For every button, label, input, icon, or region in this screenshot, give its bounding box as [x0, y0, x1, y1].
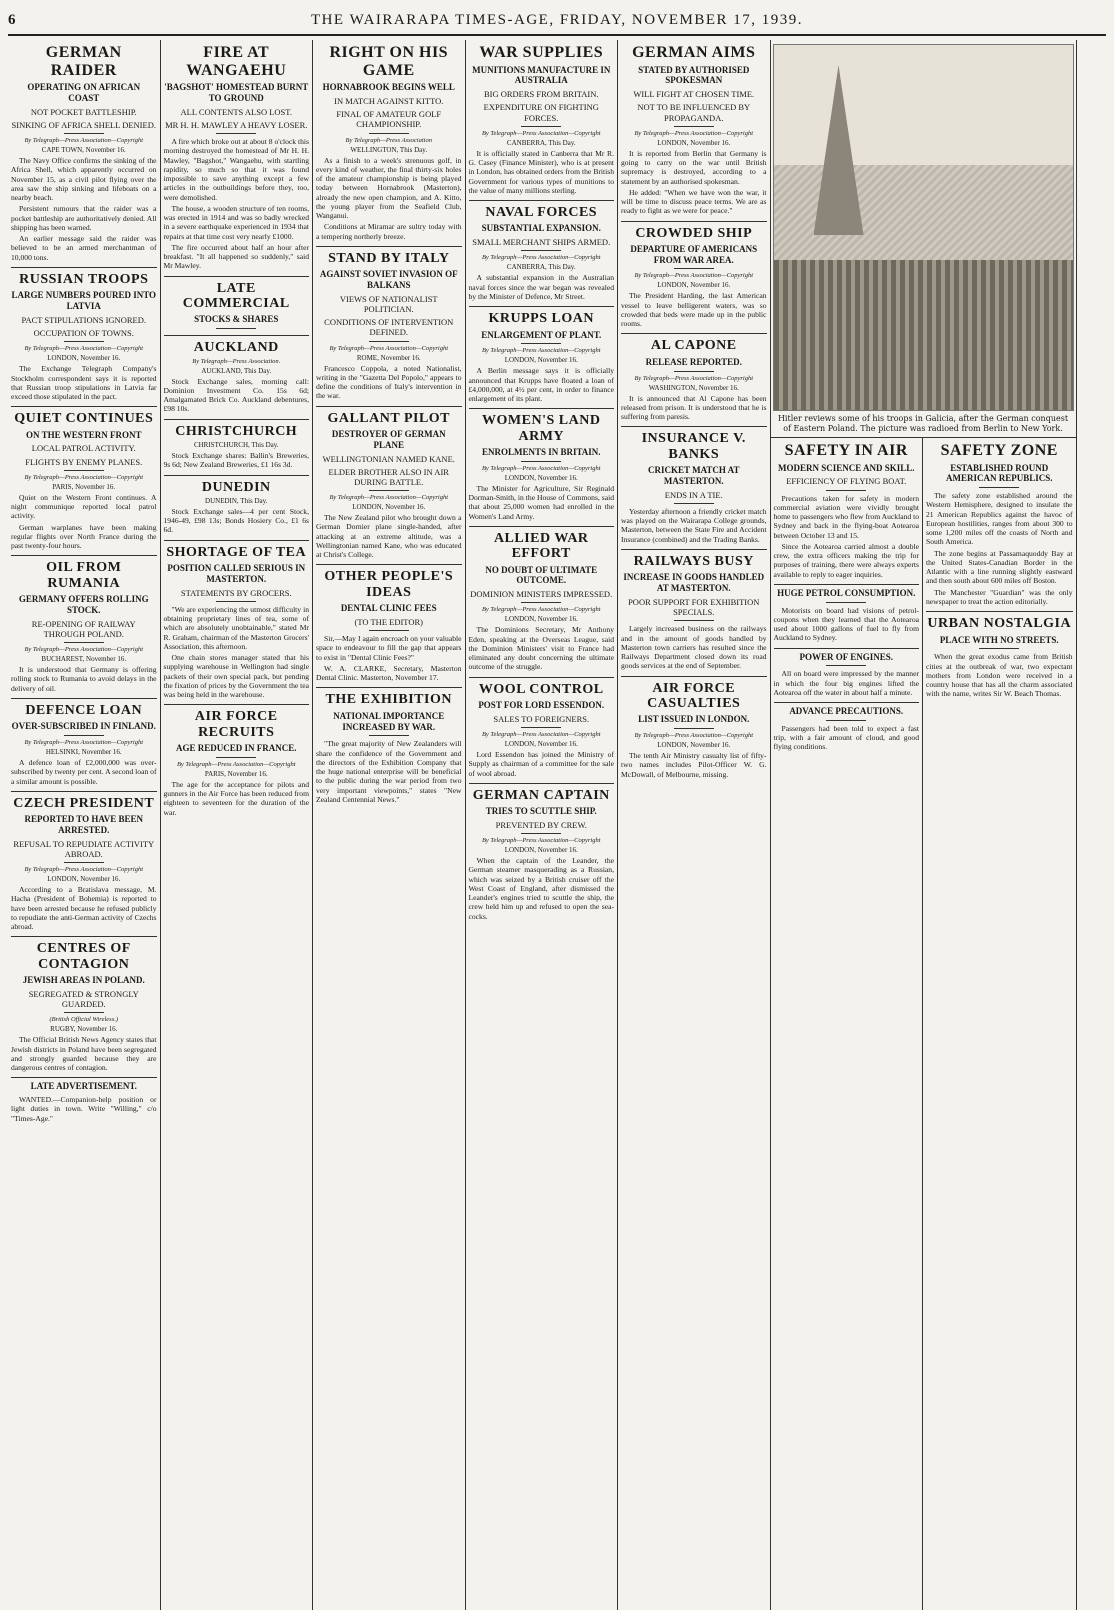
article — [774, 706, 920, 757]
article-paragraph: A substantial expansion in the Australian naval forces since the war began was revealed by the Minister of Defence, Mr Street. — [468, 273, 614, 301]
dateline: LONDON, November 16. — [504, 615, 578, 624]
article-headline: STAND BY ITALY — [328, 250, 450, 266]
divider — [521, 833, 561, 834]
article-headline: THE EXHIBITION — [325, 692, 452, 708]
article-subhead: ESTABLISHED ROUND AMERICAN REPUBLICS. — [945, 462, 1053, 484]
article-headline: CENTRES OF CONTAGION — [36, 941, 131, 972]
article-paragraph: As a finish to a week's strenuous golf, in every kind of weather, the final thirty-six holes of the amateur championship is being played today between Hornabrook (Masterton), already the new open champion, and A. Kitto, the young player from the Seafield Club, Wanganui. — [316, 155, 462, 221]
article-subhead: EXPENDITURE ON FIGHTING FORCES. — [483, 102, 599, 123]
divider — [674, 268, 714, 269]
divider — [521, 250, 561, 251]
article-headline: ALLIED WAR EFFORT — [493, 530, 589, 562]
article-subhead: OCCUPATION OF TOWNS. — [33, 328, 134, 339]
article-headline: RUSSIAN TROOPS — [19, 271, 149, 287]
advertisement-text: WANTED.—Companion-help position or light duties in town. Write "Willing," c/o "Times-Age." — [11, 1095, 157, 1123]
article-subhead: DEPARTURE OF AMERICANS FROM WAR AREA. — [630, 243, 758, 265]
article — [11, 796, 157, 938]
wire-credit: By Telegraph—Press Association—Copyright — [24, 137, 144, 145]
article-subhead: ALL CONTENTS ALSO LOST. — [180, 106, 292, 117]
divider — [674, 728, 714, 729]
dateline: LONDON, November 16. — [657, 138, 731, 147]
article-paragraph: A defence loan of £2,000,000 was over-subscribed by twenty per cent. A second loan of a similar amount is possible. — [11, 758, 157, 786]
article-subhead: 'BAGSHOT' HOMESTEAD BURNT TO GROUND — [164, 82, 309, 103]
article-headline: NAVAL FORCES — [485, 205, 598, 220]
article-headline: LATE COMMERCIAL — [182, 280, 290, 312]
article — [926, 442, 1073, 612]
article-subhead: RE-OPENING OF RAILWAY THROUGH POLAND. — [31, 618, 136, 639]
article-subhead: ENROLMENTS IN BRITAIN. — [481, 447, 601, 458]
article — [11, 411, 157, 556]
article-paragraph: It is officially stated in Canberra that Mr R. G. Casey (Finance Minister), who is at present in London, has obtained orders from the British Government for various types of munitions to the value of many millions sterling. — [468, 148, 614, 195]
article-paragraph: "The great majority of New Zealanders will share the confidence of the Government and the directors of the Exhibition Company that the huge national enterprise will be beneficial to the public during the war period from two very important viewpoints," states "New Zealand Centennial News." — [316, 739, 462, 804]
article-paragraph: The Exchange Telegraph Company's Stockholm correspondent says it is reported that Russian troop stipulations in Latvia far exceed those stipulated in the pact. — [11, 364, 157, 402]
article-paragraph: Stock Exchange shares: Ballin's Breweries, 9s 6d; New Zealand Breweries, £1 16s 3d. — [163, 451, 309, 470]
dateline: PARIS, November 16. — [52, 482, 116, 491]
divider — [64, 341, 104, 342]
article-subhead: HUGE PETROL CONSUMPTION. — [777, 587, 916, 598]
article-paragraph: The age for the acceptance for pilots and gunners in the Air Force has been reduced from eighteen to seventeen for the duration of the war. — [163, 779, 309, 817]
article-paragraph: Stock Exchange sales—4 per cent Stock, 1946-49, £98 13s; Bonds Hosiery Co., £1 6s 6d. — [163, 506, 309, 535]
article-subhead: NO DOUBT OF ULTIMATE OUTCOME. — [485, 564, 598, 586]
late-advertisement — [11, 1081, 157, 1128]
divider — [674, 620, 714, 621]
article — [164, 424, 310, 476]
wire-credit: By Telegraph—Press Association—Copyright — [481, 606, 601, 614]
dateline: HELSINKI, November 16. — [45, 748, 122, 757]
article-headline: KRUPPS LOAN — [488, 311, 594, 327]
dateline: LONDON, November 16. — [504, 473, 578, 482]
column-7 — [923, 438, 1076, 1610]
article-headline: INSURANCE V. BANKS — [641, 431, 746, 462]
wire-credit: By Telegraph—Press Association—Copyright — [24, 646, 144, 654]
wire-credit: By Telegraph—Press Association—Copyright — [24, 866, 144, 874]
divider — [369, 735, 409, 736]
article-headline: QUIET CONTINUES — [14, 411, 154, 427]
divider — [64, 1012, 104, 1013]
wire-credit: By Telegraph—Press Association—Copyright — [24, 345, 144, 353]
article-subhead: AGE REDUCED IN FRANCE. — [175, 743, 297, 754]
dateline: BUCHAREST, November 16. — [41, 655, 127, 664]
dateline: LONDON, November 16. — [352, 503, 426, 512]
divider — [826, 602, 866, 603]
article-paragraph: Quiet on the Western Front continues. A night communique reported local patrol activity. — [11, 492, 157, 521]
divider — [979, 487, 1019, 488]
article — [469, 311, 615, 409]
article-headline: DEFENCE LOAN — [25, 702, 143, 718]
article-subhead: BIG ORDERS FROM BRITAIN. — [483, 89, 599, 100]
dateline: LONDON, November 16. — [657, 281, 731, 290]
article — [621, 338, 767, 427]
divider — [521, 461, 561, 462]
article-subhead: OPERATING ON AFRICAN COAST — [27, 82, 141, 103]
wire-credit: By Telegraph—Press Association—Copyright — [634, 129, 754, 137]
article-subhead: EFFICIENCY OF FLYING BOAT. — [786, 476, 907, 487]
article-paragraph: When the great exodus came from British cities at the outbreak of war, two expectant mothers from London were received in a country house that has all the charm associated with the name, writes Sir W. Beach Thomas. — [926, 652, 1073, 699]
article-subhead: SMALL MERCHANT SHIPS ARMED. — [472, 237, 611, 248]
advertisement-heading: LATE ADVERTISEMENT. — [30, 1081, 137, 1092]
article-subhead: FINAL OF AMATEUR GOLF CHAMPIONSHIP. — [336, 109, 442, 130]
article — [164, 44, 310, 277]
article-subhead: PLACE WITH NO STREETS. — [939, 634, 1059, 645]
article — [469, 682, 615, 784]
wire-credit: By Telegraph—Press Association—Copyright — [481, 837, 601, 845]
article-paragraph: Largely increased business on the railways and in the amount of goods handled by Masterton town carriers has resulted since the Railways Department closed down its road goods services at the end of September. — [621, 624, 767, 671]
article-subhead: OVER-SUBSCRIBED IN FINLAND. — [11, 721, 156, 732]
divider — [64, 470, 104, 471]
article-subhead: JEWISH AREAS IN POLAND. — [22, 975, 145, 986]
article-subhead: POSITION CALLED SERIOUS IN MASTERTON. — [167, 563, 306, 584]
article — [469, 788, 615, 926]
article-headline: WAR SUPPLIES — [479, 44, 604, 61]
article-subhead: ENDS IN A TIE. — [664, 489, 723, 500]
divider — [64, 133, 104, 134]
dateline: CHRISTCHURCH, This Day. — [193, 441, 279, 450]
dateline: LONDON, November 16. — [47, 354, 121, 363]
article — [11, 941, 157, 1078]
article — [11, 560, 157, 699]
divider — [216, 328, 256, 329]
wire-credit: By Telegraph—Press Association—Copyright — [481, 254, 601, 262]
column-5 — [618, 40, 771, 1610]
article-headline: DUNEDIN — [201, 479, 271, 495]
article — [316, 692, 462, 809]
article-subhead: LOCAL PATROL ACTIVITY. — [31, 443, 136, 454]
article-subhead: ELDER BROTHER ALSO IN AIR DURING BATTLE. — [328, 466, 449, 487]
article-headline: GERMAN CAPTAIN — [472, 787, 610, 803]
divider — [521, 727, 561, 728]
article — [164, 709, 310, 822]
divider — [674, 126, 714, 127]
article — [164, 480, 310, 541]
article-headline: OIL FROM RUMANIA — [46, 560, 122, 591]
article-subhead: FLIGHTS BY ENEMY PLANES. — [25, 456, 143, 467]
article-headline: CZECH PRESIDENT — [13, 795, 155, 811]
article-paragraph: Motorists on board had visions of petrol-coupons when they learned that the Aotearoa used about 1000 gallons of fuel to fly from Auckland to Sydney. — [773, 605, 919, 643]
divider — [369, 630, 409, 631]
article-subhead: RELEASE REPORTED. — [645, 356, 742, 367]
article — [774, 442, 920, 585]
article-subhead: ADVANCE PRECAUTIONS. — [789, 706, 904, 717]
article-subhead: PACT STIPULATIONS IGNORED. — [21, 314, 146, 325]
column-3 — [313, 40, 466, 1610]
wire-credit: By Telegraph—Press Association—Copyright — [481, 464, 601, 472]
article-subhead: INCREASE IN GOODS HANDLED AT MASTERTON. — [623, 572, 765, 594]
dateline: LONDON, November 16. — [47, 875, 121, 884]
article-subhead: MR H. H. MAWLEY A HEAVY LOSER. — [165, 119, 308, 130]
article-paragraph: Stock Exchange sales, morning call: Dominion Investment Co. 15s 6d; Amalgamated Brick Co. Auckland debentures, £98 10s. — [163, 376, 309, 414]
divider — [826, 665, 866, 666]
article-subhead: WILL FIGHT AT CHOSEN TIME. — [633, 89, 755, 100]
wire-credit: By Telegraph—Press Association—Copyright — [24, 473, 144, 481]
article-headline: SAFETY ZONE — [940, 442, 1058, 459]
article-paragraph: The New Zealand pilot who brought down a German Dornier plane single-handed, after attacking at an extreme altitude, was a Wellingtonian named Kane, who was educated at Christ's College. — [316, 513, 462, 560]
article-subhead: MUNITIONS MANUFACTURE IN AUSTRALIA — [472, 64, 611, 86]
article-paragraph: A fire which broke out at about 8 o'clock this morning destroyed the homestead of Mr H. H. Mawley, "Bagshot," Wangaehu, with startling rapidity, so much so that it was found impossible to save anything except a few articles in the outbuildings before they, too, were demolished. — [163, 137, 309, 202]
article-headline: AUCKLAND — [193, 340, 279, 356]
divider — [64, 862, 104, 863]
article-subhead: PREVENTED BY CREW. — [495, 820, 587, 831]
article-paragraph: Conditions at Miramar are sultry today with a tempering northerly breeze. — [316, 222, 462, 241]
dateline: CANBERRA, This Day. — [506, 263, 576, 272]
article-headline: WOMEN'S LAND ARMY — [482, 413, 601, 444]
article-paragraph: The Manchester "Guardian" was the only newspaper to treat the action editorially. — [926, 587, 1073, 606]
dateline: LONDON, November 16. — [504, 356, 578, 365]
article — [469, 205, 615, 307]
news-photograph — [773, 44, 1074, 411]
article-headline: WOOL CONTROL — [478, 681, 604, 697]
divider — [216, 757, 256, 758]
dateline: WELLINGTON, This Day. — [350, 145, 428, 154]
article-subhead: POST FOR LORD ESSENDON. — [478, 700, 605, 711]
article-paragraph: The Navy Office confirms the sinking of the Africa Shell, which apparently occurred on November 15, as a civil pilot flying over the area saw the ship sinking and lifeboats on a nearby beach. — [11, 156, 157, 203]
article-paragraph: When the captain of the Leander, the German steamer masquerading as a Russian, which was seized by a British cruiser off the West Coast of England, after dismissed the Leander's engines tried to scuttle the ship, the crew held him up and refused to open the sea-cocks. — [468, 856, 614, 921]
article-paragraph: One chain stores manager stated that his supplying warehouse in Wellington had single packets of their own special pack, but pending the fixation of prices by the Government the tea was being held in the warehouse. — [163, 653, 309, 700]
article-subhead: DOMINION MINISTERS IMPRESSED. — [470, 589, 613, 600]
article-paragraph: The Dominions Secretary, Mr Anthony Eden, speaking at the Overseas League, said the Dominion Ministers' visit to France had eliminated any doubt concerning the ultimate outcome of the struggle. — [468, 625, 614, 672]
dateline: CAPE TOWN, November 16. — [41, 146, 126, 155]
masthead — [8, 6, 1106, 36]
article — [316, 569, 462, 688]
article-subhead: VIEWS OF NATIONALIST POLITICIAN. — [339, 293, 438, 314]
article-paragraph: According to a Bratislava message, M. Hacha (President of Bohemia) is reported to have been arrested because he refused publicly to repudiate the anti-German activity of Czechs abroad. — [11, 885, 157, 932]
article — [164, 281, 310, 337]
article-paragraph: W. A. CLARKE, Secretary, Masterton Dental Clinic. Masterton, November 17. — [316, 663, 462, 683]
article-paragraph: The Official British News Agency states that Jewish districts in Poland have been segregated and strongly guarded because they are dangerous centres of contagion. — [11, 1035, 157, 1073]
column-1 — [8, 40, 161, 1610]
article-headline: FIRE AT WANGAEHU — [186, 44, 287, 79]
article-paragraph: All on board were impressed by the manner in which the four big engines lifted the Aotearoa off the water in about half a minute. — [773, 669, 919, 697]
divider — [369, 490, 409, 491]
article — [774, 588, 920, 649]
divider — [216, 601, 256, 602]
divider — [979, 648, 1019, 649]
article-subhead: WELLINGTONIAN NAMED KANE. — [322, 453, 455, 464]
article-paragraph: It is reported from Berlin that Germany is going to carry on the war until British supremacy is destroyed, according to a statement by an authorised spokesman. — [621, 148, 767, 186]
divider — [216, 133, 256, 134]
article-subhead: CRICKET MATCH AT MASTERTON. — [647, 465, 740, 486]
article — [11, 44, 157, 268]
article-paragraph: A Berlin message says it is officially announced that Krupps have floated a loan of £4,000,000, at 4½ per cent, in order to finance enlargement of its plant. — [468, 366, 614, 404]
article-subhead: CONDITIONS OF INTERVENTION DEFINED. — [324, 317, 454, 338]
wire-credit: By Telegraph—Press Association. — [192, 357, 281, 365]
divider — [674, 371, 714, 372]
article — [469, 531, 615, 678]
article — [11, 272, 157, 407]
article-paragraph: German warplanes have been making regular flights over North France during the past twenty-four hours. — [11, 522, 157, 551]
dateline: CANBERRA, This Day. — [506, 138, 576, 147]
divider — [674, 503, 714, 504]
article-headline: OTHER PEOPLE'S IDEAS — [324, 569, 454, 600]
article-subhead: NATIONAL IMPORTANCE INCREASED BY WAR. — [333, 710, 445, 732]
article — [621, 226, 767, 335]
article-subhead: IN MATCH AGAINST KITTO. — [334, 95, 444, 106]
article-subhead: NOT TO BE INFLUENCED BY PROPAGANDA. — [637, 102, 751, 123]
article-paragraph: Lord Essendon has joined the Ministry of Supply as chairman of a committee for the sale of wool abroad. — [468, 750, 614, 778]
article-subhead: STOCKS & SHARES — [194, 314, 279, 325]
article-headline: GALLANT PILOT — [327, 410, 451, 426]
article-subhead: REPORTED TO HAVE BEEN ARRESTED. — [24, 814, 143, 835]
article — [621, 44, 767, 222]
article-paragraph: The Minister for Agriculture, Sir Reginald Dorman-Smith, in the House of Commons, said that about 25,000 women had enrolled in the Women's Land Army. — [468, 483, 614, 521]
dateline: WASHINGTON, November 16. — [648, 383, 739, 392]
article — [774, 652, 920, 704]
article-subhead: NOT POCKET BATTLESHIP. — [30, 106, 137, 117]
page-number: 6 — [8, 11, 16, 28]
article-subhead: SUBSTANTIAL EXPANSION. — [481, 223, 601, 234]
article-headline: CHRISTCHURCH — [175, 423, 298, 439]
article-subhead: SINKING OF AFRICA SHELL DENIED. — [11, 119, 156, 130]
article-subhead: DESTROYER OF GERMAN PLANE — [331, 428, 446, 450]
wire-credit: By Telegraph—Press Association—Copyright — [634, 374, 754, 382]
divider — [64, 642, 104, 643]
divider — [369, 133, 409, 134]
article-headline: GERMAN AIMS — [632, 44, 756, 61]
article — [164, 545, 310, 706]
article-subhead: ON THE WESTERN FRONT — [26, 429, 142, 440]
article-subhead: GERMANY OFFERS ROLLING STOCK. — [18, 594, 149, 615]
wire-credit: By Telegraph—Press Association—Copyright — [329, 344, 449, 352]
article-headline: AIR FORCE RECRUITS — [194, 709, 278, 740]
article-paragraph: "We are experiencing the utmost difficulty in obtaining proprietary lines of tea, some of which are absolutely unobtainable," stated Mr R. Graham, chairman of the Masterton Grocers' Association, this afternoon. — [163, 604, 309, 651]
article-headline: AIR FORCE CASUALTIES — [647, 680, 741, 711]
article — [316, 251, 462, 407]
wire-credit: By Telegraph—Press Association—Copyright — [481, 731, 601, 739]
article-subhead: DENTAL CLINIC FEES — [340, 603, 437, 614]
article-headline: GERMAN RAIDER — [45, 44, 122, 79]
article-paragraph: Passengers had been told to expect a fast trip, with a fair amount of cloud, and good flying conditions. — [773, 723, 919, 752]
article — [621, 431, 767, 550]
wire-credit: By Telegraph—Press Association—Copyright — [634, 272, 754, 280]
article — [621, 681, 767, 784]
article — [469, 413, 615, 527]
column-6 — [771, 438, 924, 1610]
article-subhead: LIST ISSUED IN LONDON. — [638, 714, 750, 725]
article-paragraph: Yesterday afternoon a friendly cricket match was played on the Wairarapa College grounds, Masterton, between the State Fire and Accident Insurance (combined) and the Trading Banks. — [621, 506, 767, 544]
article-headline: RAILWAYS BUSY — [633, 553, 754, 569]
divider — [826, 720, 866, 721]
divider — [64, 735, 104, 736]
article-subhead: POOR SUPPORT FOR EXHIBITION SPECIALS. — [628, 596, 760, 618]
article-subhead: HORNABROOK BEGINS WELL — [322, 82, 455, 93]
article-paragraph: It is understood that Germany is offering rolling stock to Rumania to avoid delays in the delivery of oil. — [11, 665, 157, 693]
divider — [521, 343, 561, 344]
article — [926, 616, 1073, 703]
article-subhead: POWER OF ENGINES. — [799, 651, 893, 662]
article-subhead: SALES TO FOREIGNERS. — [493, 713, 590, 724]
article-subhead: ENLARGEMENT OF PLANT. — [481, 329, 602, 340]
dateline: LONDON, November 16. — [504, 846, 578, 855]
dateline: DUNEDIN, This Day. — [205, 496, 268, 505]
article — [621, 554, 767, 677]
wire-credit: By Telegraph—Press Association—Copyright — [481, 129, 601, 137]
article-paragraph: Francesco Coppola, a noted Nationalist, writing in the "Gazetta Del Popolo," appears to define the conditions of Italy's intervention in the war. — [316, 363, 462, 401]
article — [316, 411, 462, 566]
article-subhead: STATED BY AUTHORISED SPOKESMAN — [638, 64, 750, 86]
wire-credit: By Telegraph—Press Association — [345, 136, 432, 144]
article-paragraph: The house, a wooden structure of ten rooms, was erected in 1914 and was so badly wrecked in a severe earthquake experienced in 1934 that repairs at that time cost very nearly £1000. — [163, 203, 309, 241]
article-subhead: (TO THE EDITOR) — [354, 616, 423, 627]
article-paragraph: The tenth Air Ministry casualty list of fifty-two names includes Pilot-Officer W. G. McDowall, of Melbourne, missing. — [621, 751, 767, 779]
article-headline: AL CAPONE — [650, 338, 737, 354]
columns — [8, 40, 1106, 1610]
wire-credit: By Telegraph—Press Association—Copyright — [24, 739, 144, 747]
dateline: LONDON, November 16. — [657, 741, 731, 750]
article-paragraph: The zone begins at Passamaquoddy Bay at the United States-Canadian Border in the Atlantic with a line running slightly eastward and then south about 600 miles off Boston. — [926, 548, 1073, 586]
article-subhead: STATEMENTS BY GROCERS. — [180, 587, 292, 598]
divider — [826, 490, 866, 491]
wire-credit: By Telegraph—Press Association—Copyright — [176, 760, 296, 768]
article-headline: URBAN NOSTALGIA — [927, 616, 1072, 632]
article-headline: SAFETY IN AIR — [784, 442, 908, 459]
article-paragraph: The President Harding, the last American vessel to leave belligerent waters, was so crowded that beds were made up in the public rooms. — [621, 291, 767, 329]
article-subhead: SEGREGATED & STRONGLY GUARDED. — [28, 988, 139, 1010]
article — [316, 44, 462, 247]
photo-section — [771, 40, 1077, 1610]
article-headline: RIGHT ON HIS GAME — [329, 44, 449, 79]
dateline: RUGBY, November 16. — [50, 1025, 118, 1034]
article-paragraph: The safety zone established around the Western Hemisphere, designed to insulate the 21 American Republics against the havoc of European hostilities, ranges from about 300 to some 1,200 miles off the coasts of North and South America. — [926, 491, 1073, 547]
article-headline: CROWDED SHIP — [635, 225, 753, 241]
article-subhead: TRIES TO SCUTTLE SHIP. — [485, 806, 597, 817]
article-paragraph: Persistent rumours that the raider was a pocket battleship are authoritatively denied. All shipping has been warned. — [11, 204, 157, 232]
article-paragraph: An earlier message said the raider was believed to be an armed merchantman of 10,000 tons. — [11, 234, 157, 262]
dateline: PARIS, November 16. — [204, 769, 268, 778]
dateline: AUCKLAND, This Day. — [201, 366, 272, 375]
newspaper-title: THE WAIRARAPA TIMES-AGE, FRIDAY, NOVEMBER 17, 1939. — [310, 11, 804, 28]
divider — [369, 341, 409, 342]
article-paragraph: Since the Aotearoa carried almost a double crew, the extra officers making the trip for purposes of training, there were always experts available to reply to eager inquiries. — [773, 541, 919, 579]
article-subhead: AGAINST SOVIET INVASION OF BALKANS — [319, 269, 458, 290]
article-subhead: REFUSAL TO REPUDIATE ACTIVITY ABROAD. — [13, 838, 155, 859]
article — [469, 44, 615, 201]
wire-credit: By Telegraph—Press Association—Copyright — [481, 347, 601, 355]
column-2 — [161, 40, 314, 1610]
dateline: LONDON, November 16. — [504, 740, 578, 749]
article-paragraph: It is announced that Al Capone has been released from prison. It is understood that he is suffering from paresis. — [621, 393, 767, 422]
article-subhead: LARGE NUMBERS POURED INTO LATVIA — [11, 290, 157, 312]
article — [11, 703, 157, 792]
article-subhead: MODERN SCIENCE AND SKILL. — [777, 462, 915, 473]
wire-credit: (British Official Wireless.) — [49, 1016, 119, 1024]
column-4 — [466, 40, 619, 1610]
photo-caption: Hitler reviews some of his troops in Galicia, after the German conquest of Eastern Poland. The picture was radioed from Berlin to New York. — [771, 411, 1076, 438]
article-paragraph: The fire occurred about half an hour after breakfast. "It all happened so suddenly," said Mr Mawley. — [163, 242, 309, 271]
dateline: ROME, November 16. — [356, 353, 421, 362]
article-paragraph: He added: "When we have won the war, it will be time to discuss peace terms. We are as ready to fight as we were for peace." — [621, 187, 767, 216]
article-paragraph: Sir,—May I again encroach on your valuable space to endeavour to fill the gap that appears to exist in "Dental Clinic Fees?" — [316, 634, 462, 662]
divider — [521, 602, 561, 603]
article-headline: SHORTAGE OF TEA — [166, 544, 307, 560]
wire-credit: By Telegraph—Press Association—Copyright — [329, 494, 449, 502]
article-paragraph: Precautions taken for safety in modern commercial aviation were vividly brought home to passengers who flew from Auckland to Sydney and back in the flying-boat Aotearoa between October 13 and 15. — [773, 493, 919, 540]
wire-credit: By Telegraph—Press Association—Copyright — [634, 732, 754, 740]
divider — [521, 126, 561, 127]
article — [164, 340, 310, 419]
